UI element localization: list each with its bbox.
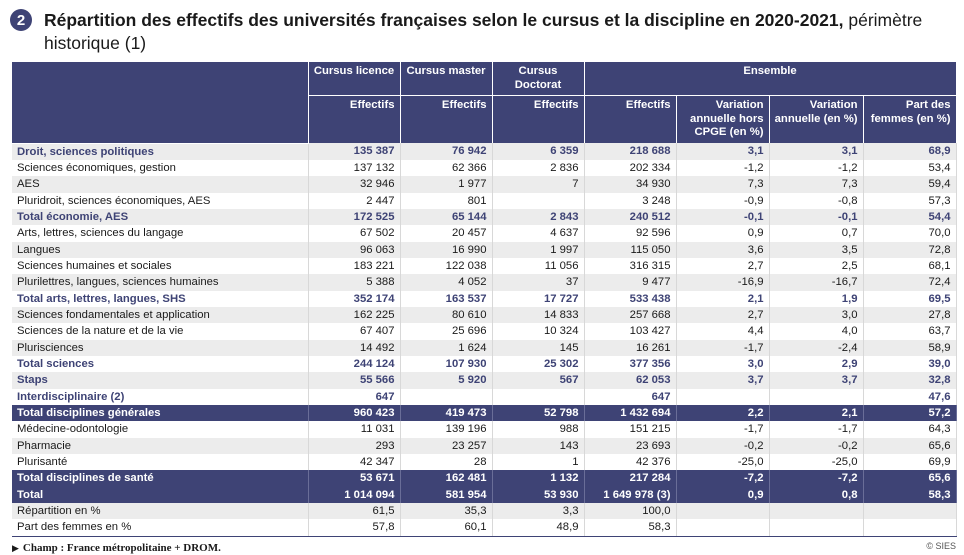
cell-licence: 162 225	[308, 307, 400, 323]
cell-doctorat: 143	[492, 438, 584, 454]
cell-variation-annuelle: 2,1	[769, 405, 863, 421]
cell-doctorat: 17 727	[492, 291, 584, 307]
cell-label: Total	[12, 487, 308, 503]
cell-licence: 183 221	[308, 258, 400, 274]
cell-label: Total arts, lettres, langues, SHS	[12, 291, 308, 307]
cell-ensemble: 9 477	[584, 274, 676, 290]
cell-variation-annuelle: -0,1	[769, 209, 863, 225]
cell-licence: 67 407	[308, 323, 400, 339]
cell-variation-hors-cpge	[676, 503, 769, 519]
cell-part-femmes: 58,3	[863, 487, 956, 503]
table-row	[12, 421, 956, 437]
cell-variation-annuelle: -25,0	[769, 454, 863, 470]
cell-label: Part des femmes en %	[12, 519, 308, 536]
cell-label: Répartition en %	[12, 503, 308, 519]
cell-part-femmes: 70,0	[863, 225, 956, 241]
cell-licence: 647	[308, 389, 400, 405]
cell-variation-hors-cpge: 2,1	[676, 291, 769, 307]
cell-part-femmes: 57,3	[863, 193, 956, 209]
source-credit: © SIES	[926, 541, 956, 551]
cell-variation-annuelle: 3,7	[769, 372, 863, 388]
cell-licence: 172 525	[308, 209, 400, 225]
cell-ensemble: 23 693	[584, 438, 676, 454]
cell-ensemble: 1 649 978 (3)	[584, 487, 676, 503]
cell-variation-hors-cpge	[676, 389, 769, 405]
cell-ensemble: 103 427	[584, 323, 676, 339]
header-cursus-licence: Cursus licence	[308, 62, 400, 96]
cell-doctorat: 37	[492, 274, 584, 290]
cell-label: Pharmacie	[12, 438, 308, 454]
triangle-icon: ▶	[12, 543, 19, 553]
cell-doctorat: 7	[492, 176, 584, 192]
table-row	[12, 143, 956, 160]
cell-licence: 57,8	[308, 519, 400, 536]
table-row	[12, 274, 956, 290]
cell-doctorat: 53 930	[492, 487, 584, 503]
cell-variation-hors-cpge: -0,9	[676, 193, 769, 209]
cell-variation-annuelle: -0,2	[769, 438, 863, 454]
cell-variation-hors-cpge: -7,2	[676, 470, 769, 486]
cell-label: Pluridroit, sciences économiques, AES	[12, 193, 308, 209]
figure-title-line2: historique (1)	[44, 33, 147, 53]
cell-variation-hors-cpge: 2,2	[676, 405, 769, 421]
cell-variation-annuelle: 7,3	[769, 176, 863, 192]
cell-variation-annuelle: 3,5	[769, 242, 863, 258]
cell-variation-annuelle	[769, 503, 863, 519]
cell-part-femmes: 69,5	[863, 291, 956, 307]
figure-title-bold: Répartition des effectifs des universités françaises selon le cursus et la discipline en 2020-2021,	[44, 10, 844, 30]
cell-ensemble: 151 215	[584, 421, 676, 437]
subheader-effectifs-licence: Effectifs	[308, 96, 400, 144]
corner-header-cell	[12, 62, 308, 143]
cell-doctorat: 1 997	[492, 242, 584, 258]
cell-variation-annuelle: 0,8	[769, 487, 863, 503]
header-cursus-doctorat: Cursus Doctorat	[492, 62, 584, 96]
cell-part-femmes: 68,9	[863, 143, 956, 160]
cell-part-femmes: 65,6	[863, 470, 956, 486]
subheader-variation-hors-cpge: Variation annuelle hors CPGE (en %)	[676, 96, 769, 144]
cell-master: 122 038	[400, 258, 492, 274]
cell-master: 62 366	[400, 160, 492, 176]
cell-label: Droit, sciences politiques	[12, 143, 308, 160]
cell-ensemble: 34 930	[584, 176, 676, 192]
cell-variation-hors-cpge: -25,0	[676, 454, 769, 470]
cell-doctorat: 14 833	[492, 307, 584, 323]
table-row	[12, 487, 956, 503]
cell-doctorat: 567	[492, 372, 584, 388]
subheader-variation-annuelle: Variation annuelle (en %)	[769, 96, 863, 144]
cell-licence: 32 946	[308, 176, 400, 192]
cell-master: 419 473	[400, 405, 492, 421]
cell-variation-annuelle: 2,5	[769, 258, 863, 274]
cell-label: Sciences humaines et sociales	[12, 258, 308, 274]
cell-variation-hors-cpge: 3,7	[676, 372, 769, 388]
cell-doctorat: 10 324	[492, 323, 584, 339]
cell-ensemble: 16 261	[584, 340, 676, 356]
cell-variation-hors-cpge: 3,0	[676, 356, 769, 372]
cell-variation-hors-cpge: 3,6	[676, 242, 769, 258]
cell-label: Total disciplines de santé	[12, 470, 308, 486]
cell-master: 139 196	[400, 421, 492, 437]
table-row	[12, 372, 956, 388]
cell-licence: 135 387	[308, 143, 400, 160]
cell-master: 801	[400, 193, 492, 209]
cell-label: Staps	[12, 372, 308, 388]
cell-licence: 55 566	[308, 372, 400, 388]
table-row	[12, 503, 956, 519]
cell-ensemble: 3 248	[584, 193, 676, 209]
cell-part-femmes: 39,0	[863, 356, 956, 372]
cell-label: Arts, lettres, sciences du langage	[12, 225, 308, 241]
cell-part-femmes: 47,6	[863, 389, 956, 405]
cell-master: 162 481	[400, 470, 492, 486]
cell-ensemble: 58,3	[584, 519, 676, 536]
cell-variation-annuelle: -2,4	[769, 340, 863, 356]
cell-variation-annuelle	[769, 519, 863, 536]
cell-label: Plurisanté	[12, 454, 308, 470]
table-row	[12, 470, 956, 486]
cell-variation-annuelle: -16,7	[769, 274, 863, 290]
figure-number-badge: 2	[10, 9, 32, 31]
cell-label: Plurilettres, langues, sciences humaines	[12, 274, 308, 290]
cell-doctorat: 1	[492, 454, 584, 470]
cell-master: 60,1	[400, 519, 492, 536]
table-row	[12, 389, 956, 405]
figure-title	[44, 10, 922, 31]
cell-doctorat: 1 132	[492, 470, 584, 486]
cell-part-femmes: 69,9	[863, 454, 956, 470]
table-row	[12, 225, 956, 241]
cell-doctorat: 6 359	[492, 143, 584, 160]
cell-variation-annuelle: -1,7	[769, 421, 863, 437]
table-row	[12, 307, 956, 323]
cell-ensemble: 202 334	[584, 160, 676, 176]
cell-master	[400, 389, 492, 405]
table-row	[12, 209, 956, 225]
cell-ensemble: 92 596	[584, 225, 676, 241]
table-row	[12, 356, 956, 372]
cell-part-femmes: 64,3	[863, 421, 956, 437]
cell-master: 76 942	[400, 143, 492, 160]
cell-label: Sciences de la nature et de la vie	[12, 323, 308, 339]
cell-ensemble: 533 438	[584, 291, 676, 307]
cell-part-femmes: 27,8	[863, 307, 956, 323]
cell-ensemble: 647	[584, 389, 676, 405]
cell-part-femmes: 53,4	[863, 160, 956, 176]
table-row	[12, 160, 956, 176]
cell-variation-hors-cpge: -1,7	[676, 340, 769, 356]
cell-variation-hors-cpge: -0,2	[676, 438, 769, 454]
cell-licence: 67 502	[308, 225, 400, 241]
cell-doctorat: 11 056	[492, 258, 584, 274]
cell-variation-hors-cpge: -0,1	[676, 209, 769, 225]
header-ensemble: Ensemble	[584, 62, 956, 96]
table-row	[12, 438, 956, 454]
cell-ensemble: 62 053	[584, 372, 676, 388]
cell-master: 23 257	[400, 438, 492, 454]
cell-licence: 14 492	[308, 340, 400, 356]
cell-licence: 11 031	[308, 421, 400, 437]
cell-doctorat: 988	[492, 421, 584, 437]
cell-licence: 352 174	[308, 291, 400, 307]
cell-variation-annuelle: 2,9	[769, 356, 863, 372]
cell-master: 163 537	[400, 291, 492, 307]
cell-licence: 2 447	[308, 193, 400, 209]
cell-master: 1 977	[400, 176, 492, 192]
cell-ensemble: 316 315	[584, 258, 676, 274]
cell-part-femmes: 32,8	[863, 372, 956, 388]
cell-variation-hors-cpge: 0,9	[676, 225, 769, 241]
cell-doctorat: 52 798	[492, 405, 584, 421]
cell-licence: 960 423	[308, 405, 400, 421]
table-row	[12, 176, 956, 192]
cell-label: Sciences économiques, gestion	[12, 160, 308, 176]
effectifs-table	[12, 62, 957, 537]
cell-part-femmes	[863, 519, 956, 536]
cell-label: AES	[12, 176, 308, 192]
table-body	[12, 143, 956, 536]
table-row	[12, 258, 956, 274]
cell-doctorat: 48,9	[492, 519, 584, 536]
cell-variation-annuelle: 4,0	[769, 323, 863, 339]
cell-variation-annuelle: -1,2	[769, 160, 863, 176]
cell-ensemble: 377 356	[584, 356, 676, 372]
cell-doctorat: 2 836	[492, 160, 584, 176]
table-row	[12, 454, 956, 470]
cell-master: 25 696	[400, 323, 492, 339]
table-row	[12, 405, 956, 421]
header-cursus-master: Cursus master	[400, 62, 492, 96]
table-row	[12, 323, 956, 339]
table-row	[12, 193, 956, 209]
cell-variation-hors-cpge: 3,1	[676, 143, 769, 160]
cell-ensemble: 42 376	[584, 454, 676, 470]
cell-master: 4 052	[400, 274, 492, 290]
cell-variation-hors-cpge	[676, 519, 769, 536]
cell-licence: 5 388	[308, 274, 400, 290]
footnote-text: Champ : France métropolitaine + DROM.	[22, 542, 221, 554]
cell-master: 65 144	[400, 209, 492, 225]
cell-variation-hors-cpge: -1,2	[676, 160, 769, 176]
cell-master: 35,3	[400, 503, 492, 519]
cell-part-femmes: 63,7	[863, 323, 956, 339]
cell-ensemble: 257 668	[584, 307, 676, 323]
cell-part-femmes: 57,2	[863, 405, 956, 421]
cell-doctorat	[492, 389, 584, 405]
cell-licence: 96 063	[308, 242, 400, 258]
figure-title-tail: périmètre	[843, 10, 923, 30]
cell-part-femmes: 65,6	[863, 438, 956, 454]
footnote	[12, 542, 221, 554]
cell-master: 28	[400, 454, 492, 470]
cell-variation-annuelle	[769, 389, 863, 405]
table-row	[12, 340, 956, 356]
cell-licence: 293	[308, 438, 400, 454]
cell-part-femmes: 72,8	[863, 242, 956, 258]
cell-variation-annuelle: 3,1	[769, 143, 863, 160]
cell-doctorat: 145	[492, 340, 584, 356]
cell-variation-annuelle: 0,7	[769, 225, 863, 241]
cell-licence: 53 671	[308, 470, 400, 486]
cell-ensemble: 115 050	[584, 242, 676, 258]
cell-part-femmes: 68,1	[863, 258, 956, 274]
cell-master: 107 930	[400, 356, 492, 372]
cell-part-femmes: 54,4	[863, 209, 956, 225]
cell-variation-hors-cpge: -16,9	[676, 274, 769, 290]
cell-ensemble: 1 432 694	[584, 405, 676, 421]
cell-master: 20 457	[400, 225, 492, 241]
cell-licence: 244 124	[308, 356, 400, 372]
cell-licence: 42 347	[308, 454, 400, 470]
cell-doctorat: 25 302	[492, 356, 584, 372]
cell-variation-annuelle: -0,8	[769, 193, 863, 209]
table-row	[12, 242, 956, 258]
cell-ensemble: 218 688	[584, 143, 676, 160]
cell-variation-annuelle: 1,9	[769, 291, 863, 307]
cell-label: Total disciplines générales	[12, 405, 308, 421]
cell-doctorat: 3,3	[492, 503, 584, 519]
cell-master: 80 610	[400, 307, 492, 323]
cell-variation-hors-cpge: 7,3	[676, 176, 769, 192]
subheader-effectifs-master: Effectifs	[400, 96, 492, 144]
cell-part-femmes: 58,9	[863, 340, 956, 356]
cell-label: Médecine-odontologie	[12, 421, 308, 437]
cell-licence: 137 132	[308, 160, 400, 176]
cell-variation-hors-cpge: -1,7	[676, 421, 769, 437]
cell-variation-annuelle: 3,0	[769, 307, 863, 323]
cell-label: Plurisciences	[12, 340, 308, 356]
cell-variation-hors-cpge: 4,4	[676, 323, 769, 339]
table-row	[12, 291, 956, 307]
cell-master: 581 954	[400, 487, 492, 503]
cell-master: 1 624	[400, 340, 492, 356]
subheader-part-femmes: Part des femmes (en %)	[863, 96, 956, 144]
cell-ensemble: 240 512	[584, 209, 676, 225]
subheader-effectifs-doctorat: Effectifs	[492, 96, 584, 144]
cell-label: Total sciences	[12, 356, 308, 372]
cell-variation-hors-cpge: 2,7	[676, 307, 769, 323]
cell-variation-annuelle: -7,2	[769, 470, 863, 486]
cell-ensemble: 100,0	[584, 503, 676, 519]
table-row	[12, 519, 956, 536]
cell-master: 16 990	[400, 242, 492, 258]
cell-part-femmes	[863, 503, 956, 519]
cell-label: Langues	[12, 242, 308, 258]
cell-variation-hors-cpge: 0,9	[676, 487, 769, 503]
cell-licence: 1 014 094	[308, 487, 400, 503]
cell-label: Interdisciplinaire (2)	[12, 389, 308, 405]
subheader-effectifs-ensemble: Effectifs	[584, 96, 676, 144]
cell-part-femmes: 72,4	[863, 274, 956, 290]
cell-part-femmes: 59,4	[863, 176, 956, 192]
cell-variation-hors-cpge: 2,7	[676, 258, 769, 274]
cell-label: Sciences fondamentales et application	[12, 307, 308, 323]
cell-licence: 61,5	[308, 503, 400, 519]
cell-doctorat	[492, 193, 584, 209]
cell-doctorat: 2 843	[492, 209, 584, 225]
cell-doctorat: 4 637	[492, 225, 584, 241]
cell-master: 5 920	[400, 372, 492, 388]
cell-ensemble: 217 284	[584, 470, 676, 486]
cell-label: Total économie, AES	[12, 209, 308, 225]
